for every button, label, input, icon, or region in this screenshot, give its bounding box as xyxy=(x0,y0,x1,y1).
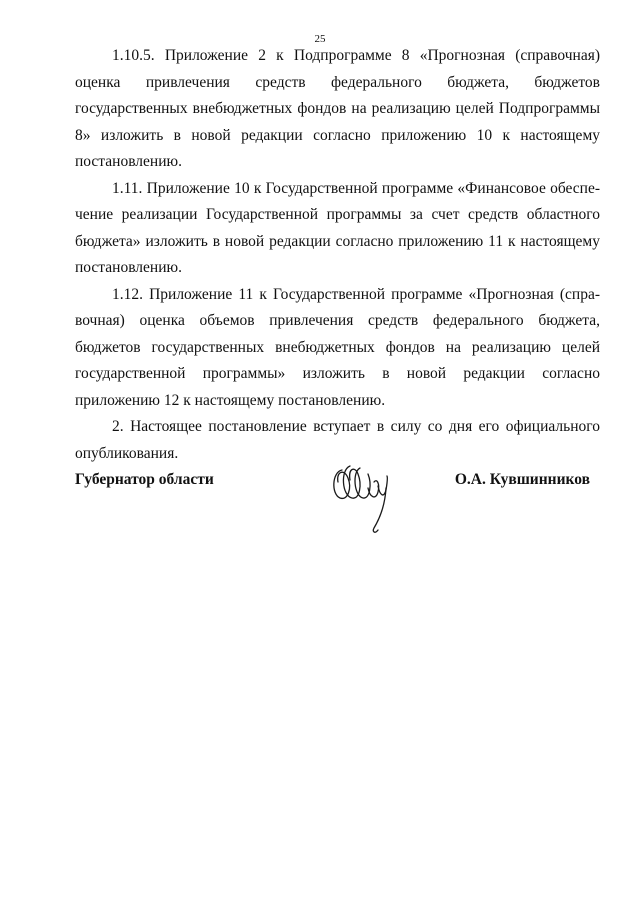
signer-name: О.А. Кувшинников xyxy=(454,471,590,488)
paragraph-2: 2. Настоящее постановление вступает в силу со дня его официального опубликования. xyxy=(75,418,600,462)
paragraph-1-11: 1.11. Приложение 10 к Государственной программе «Финансовое обеспечение реализации Государственной программы за счет средств областного бюджета» изложить в новой редакции согласно приложению 11 к настоящему постановлению. xyxy=(75,179,600,276)
page-number: 25 xyxy=(314,33,326,45)
paragraph-1-12: 1.12. Приложение 11 к Государственной программе «Прогнозная (справочная) оценка объемов привлечения средств федерального бюджета, бюджетов государственных внебюджетных фондов на реализацию целей государственной программы» изложить в новой редакции согласно приложению 12 к настоящему постановлению. xyxy=(75,285,600,409)
signature-block xyxy=(75,458,600,538)
document-body xyxy=(75,43,600,467)
signer-position: Губернатор области xyxy=(75,471,214,488)
paragraph-1-10-5: 1.10.5. Приложение 2 к Подпрограмме 8 «Прогнозная (справочная) оценка привлечения средств федерального бюджета, бюджетов государственных внебюджетных фондов на реализацию целей Подпрограммы 8» изложить в новой редакции согласно приложению 10 к настоящему постановлению. xyxy=(75,47,600,170)
handwritten-signature-icon xyxy=(330,458,400,538)
